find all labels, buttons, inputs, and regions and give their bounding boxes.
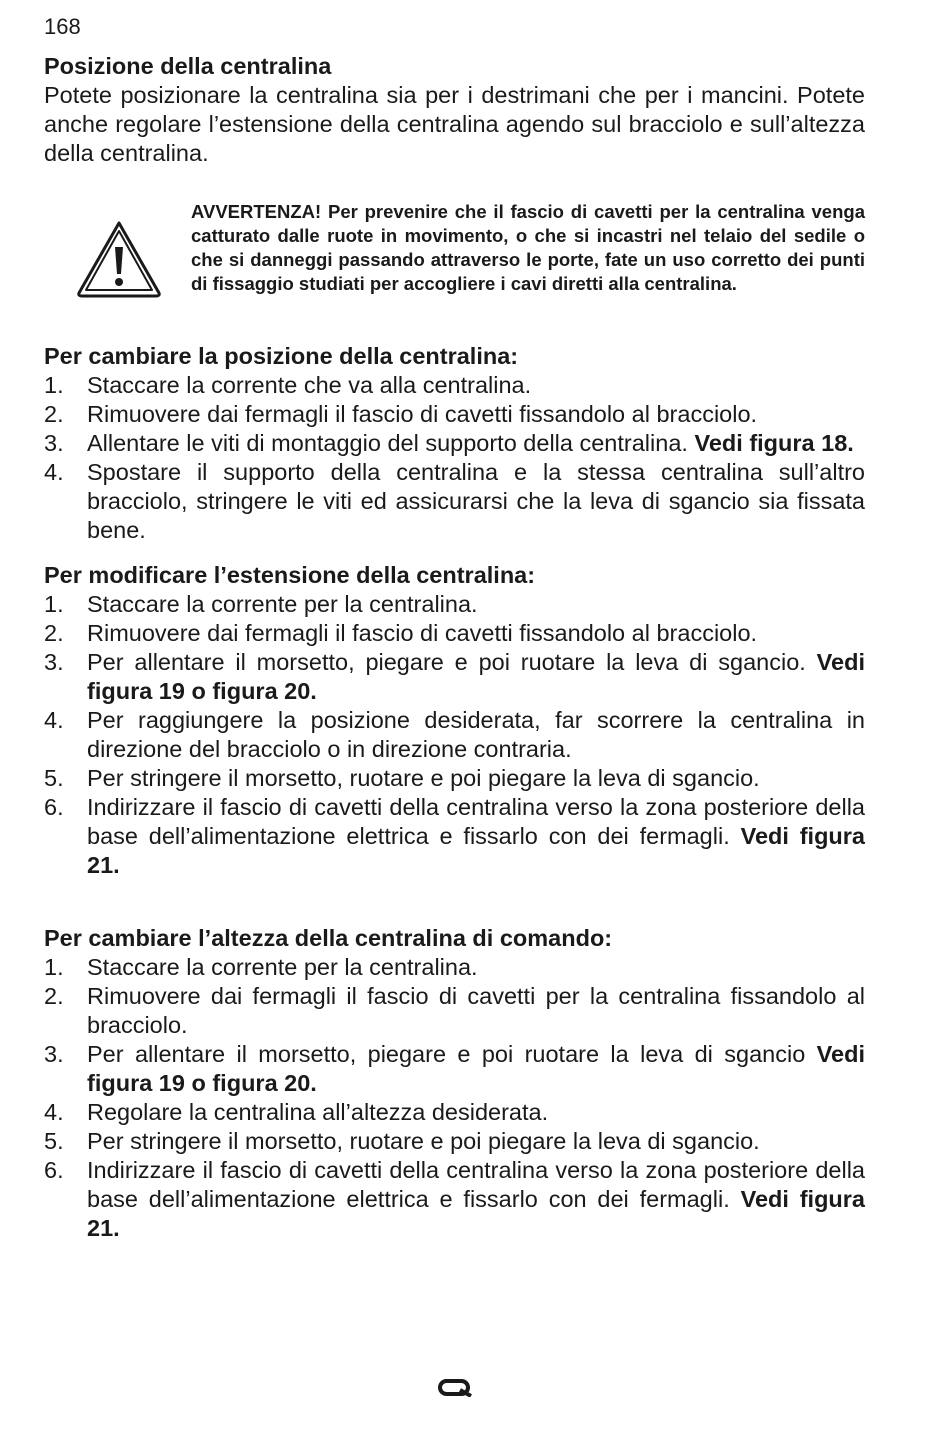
position-section <box>44 342 865 545</box>
position-heading: Per cambiare la posizione della centralina: <box>44 343 519 369</box>
list-item: 3. Allentare le viti di montaggio del supporto della centralina. Vedi figura 18. <box>44 430 854 456</box>
list-item: 2. Rimuovere dai fermagli il fascio di cavetti fissandolo al bracciolo. <box>44 620 758 646</box>
extension-heading: Per modificare l’estensione della centralina: <box>44 562 536 588</box>
figure-reference: Vedi figura 19 o figura 20. <box>87 649 865 704</box>
list-item: 2. Rimuovere dai fermagli il fascio di cavetti per la centralina fissandolo al bracciolo. <box>44 983 865 1038</box>
height-section <box>44 924 865 1243</box>
height-heading: Per cambiare l’altezza della centralina di comando: <box>44 925 613 951</box>
list-item: 1. Staccare la corrente per la centralina. <box>44 591 478 617</box>
list-item: 5. Per stringere il morsetto, ruotare e poi piegare la leva di sgancio. <box>44 765 760 791</box>
figure-reference: Vedi figura 19 o figura 20. <box>87 1041 865 1096</box>
figure-reference: Vedi figura 21. <box>87 823 866 878</box>
position-steps <box>44 371 865 545</box>
list-item: 4. Spostare il supporto della centralina e la stessa centralina sull’altro bracciolo, stringere le viti ed assicurarsi che la leva di sgancio sia fissata bene. <box>44 459 865 543</box>
warning-box <box>44 200 865 318</box>
figure-reference: Vedi figura 21. <box>87 1186 866 1241</box>
list-item: 3. Per allentare il morsetto, piegare e poi ruotare la leva di sgancio. Vedi figura 19 o figura 20. <box>44 649 865 704</box>
intro-paragraph: Potete posizionare la centralina sia per i destrimani che per i mancini. Potete anche regolare l’estensione della centralina agendo sul bracciolo e sull’altezza della centralina. <box>44 82 865 166</box>
page-content <box>44 52 865 1243</box>
list-item: 3. Per allentare il morsetto, piegare e poi ruotare la leva di sgancio Vedi figura 19 o figura 20. <box>44 1041 865 1096</box>
height-steps <box>44 953 865 1243</box>
page-number: 168 <box>44 14 81 39</box>
list-item: 1. Staccare la corrente per la centralina. <box>44 954 478 980</box>
quantum-logo-icon <box>438 1379 472 1397</box>
list-item: 6. Indirizzare il fascio di cavetti della centralina verso la zona posteriore della base dell’alimentazione elettrica e fissarlo con dei fermagli. Vedi figura 21. <box>44 794 866 878</box>
list-item: 4. Regolare la centralina all’altezza desiderata. <box>44 1099 549 1125</box>
warning-text: AVVERTENZA! Per prevenire che il fascio di cavetti per la centralina venga catturato dalle ruote in movimento, o che si incastri nel telaio del sedile o che si danneggi passando attraverso le porte, fate un uso corretto dei punti di fissaggio studiati per accogliere i cavi diretti alla centralina. <box>191 201 865 294</box>
list-item: 1. Staccare la corrente che va alla centralina. <box>44 372 532 398</box>
intro-heading: Posizione della centralina <box>44 53 332 79</box>
figure-reference: Vedi figura 18. <box>694 430 854 456</box>
extension-section <box>44 561 865 880</box>
list-item: 6. Indirizzare il fascio di cavetti della centralina verso la zona posteriore della base dell’alimentazione elettrica e fissarlo con dei fermagli. Vedi figura 21. <box>44 1157 866 1241</box>
list-item: 2. Rimuovere dai fermagli il fascio di cavetti fissandolo al bracciolo. <box>44 401 758 427</box>
extension-steps <box>44 590 865 880</box>
list-item: 4. Per raggiungere la posizione desiderata, far scorrere la centralina in direzione del bracciolo o in direzione contraria. <box>44 707 865 762</box>
list-item: 5. Per stringere il morsetto, ruotare e poi piegare la leva di sgancio. <box>44 1128 760 1154</box>
warning-triangle-icon <box>76 220 162 298</box>
